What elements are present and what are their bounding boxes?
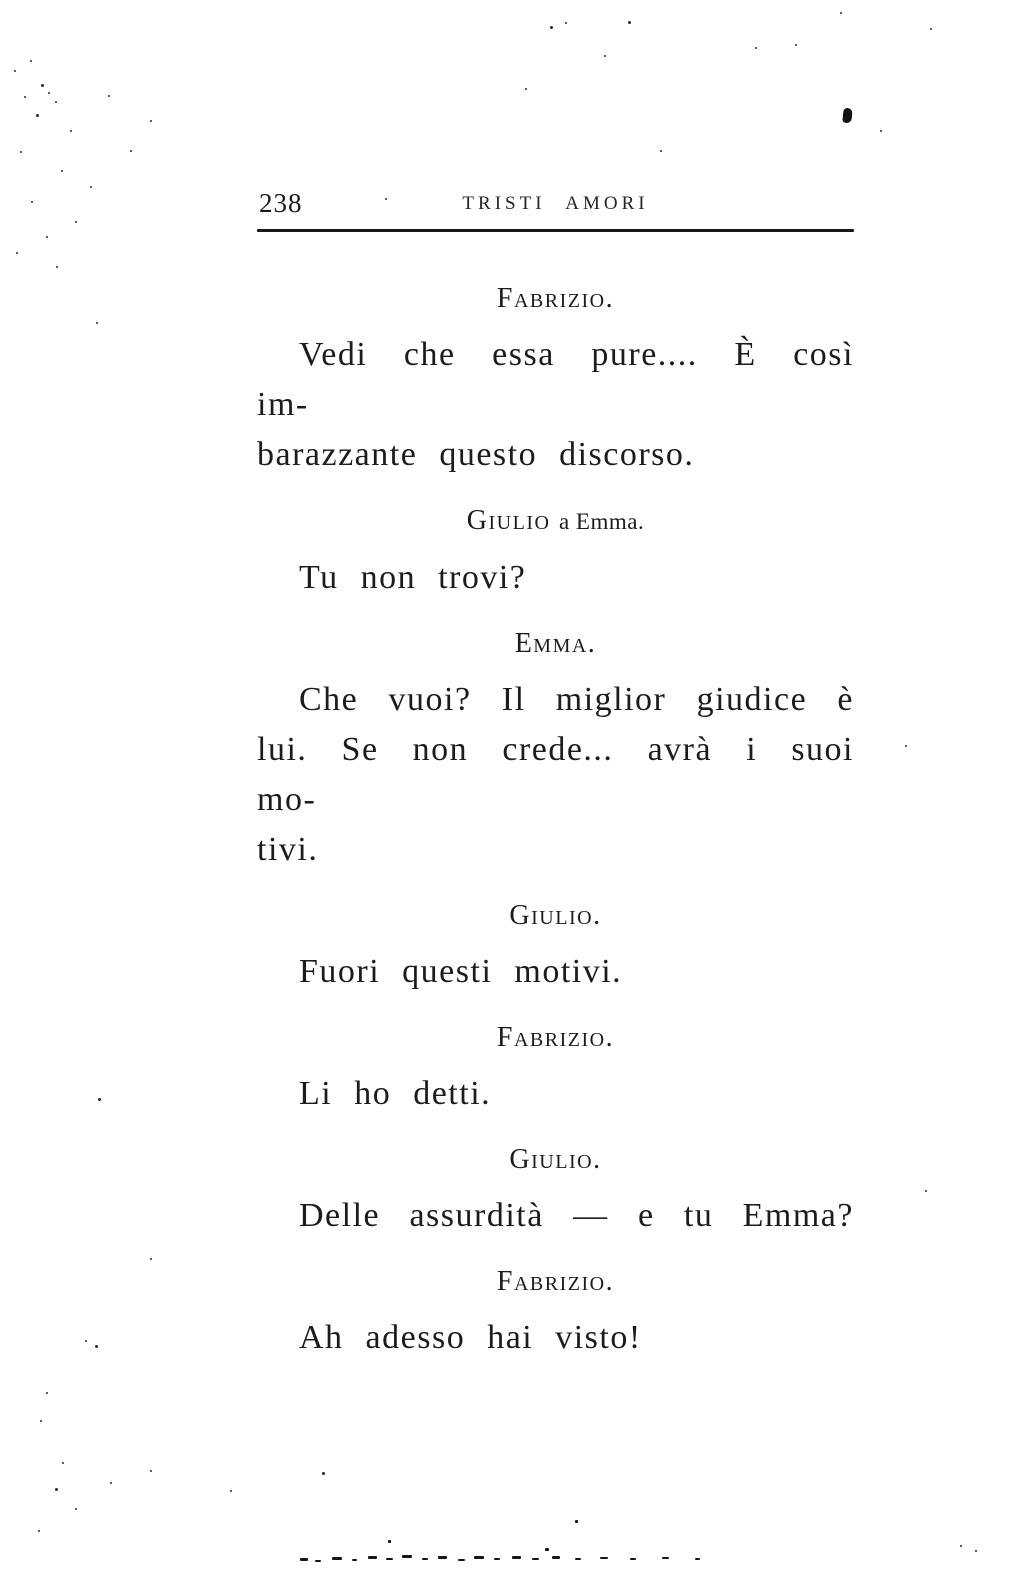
scan-speckle bbox=[525, 88, 527, 90]
scan-speckle bbox=[40, 1420, 42, 1422]
speaker-heading bbox=[257, 901, 854, 931]
scan-noise-dash bbox=[494, 1558, 500, 1560]
scan-noise-dash bbox=[438, 1556, 447, 1559]
speaker-name: Fabrizio. bbox=[496, 1266, 615, 1297]
scan-speckle bbox=[130, 150, 132, 152]
scan-speckle bbox=[975, 1550, 977, 1552]
scan-noise-dash bbox=[315, 1560, 321, 1562]
dialogue-line: Che vuoi? Il miglior giudice è bbox=[299, 681, 854, 718]
scan-speckle bbox=[16, 252, 18, 254]
scan-speckle bbox=[96, 322, 98, 324]
dialogue-line: tivi. bbox=[257, 831, 319, 868]
scan-noise-dash bbox=[600, 1557, 608, 1559]
dialogue-line: barazzante questo discorso. bbox=[257, 436, 695, 473]
scan-noise-dash bbox=[402, 1555, 412, 1558]
scan-speckle bbox=[150, 1470, 152, 1472]
scan-speckle bbox=[55, 101, 57, 103]
scan-speckle bbox=[905, 745, 907, 747]
scan-noise-dash bbox=[332, 1557, 342, 1560]
scan-noise-dash bbox=[575, 1558, 581, 1560]
dialogue-line: Delle assurdità — e tu Emma? bbox=[299, 1197, 854, 1234]
scan-speckle bbox=[56, 266, 58, 268]
scan-speckle bbox=[795, 44, 797, 46]
scan-speckle bbox=[75, 221, 77, 223]
dialogue-paragraph bbox=[257, 675, 854, 875]
scan-speckle bbox=[46, 236, 48, 238]
scan-noise-dash bbox=[422, 1558, 428, 1560]
scan-speckle bbox=[930, 28, 932, 30]
dialogue-paragraph bbox=[257, 1313, 854, 1363]
scan-speckle bbox=[385, 198, 387, 200]
header-rule bbox=[257, 229, 854, 232]
scan-speckle bbox=[230, 1490, 232, 1492]
scan-noise-dash bbox=[386, 1558, 393, 1560]
scan-speckle bbox=[41, 84, 44, 87]
scan-speckle bbox=[98, 1098, 101, 1101]
speaker-name: Emma. bbox=[514, 628, 597, 659]
scan-speckle bbox=[48, 92, 50, 94]
speaker-name: Giulio. bbox=[509, 900, 602, 931]
speaker-heading bbox=[257, 629, 854, 659]
scan-noise-dash bbox=[532, 1558, 539, 1560]
scan-speckle bbox=[85, 1340, 87, 1342]
scan-noise-dash bbox=[552, 1556, 560, 1559]
speaker-name: Giulio bbox=[466, 505, 551, 536]
scan-noise-dash bbox=[352, 1559, 357, 1561]
text-column bbox=[257, 190, 854, 1363]
scan-noise-dash bbox=[545, 1548, 549, 1551]
speaker-name: Fabrizio. bbox=[496, 1022, 615, 1053]
dialogue-paragraph bbox=[257, 330, 854, 480]
dialogue-paragraph bbox=[257, 947, 854, 997]
speaker-heading bbox=[257, 284, 854, 314]
scan-noise-dash bbox=[630, 1558, 636, 1560]
scan-speckle bbox=[95, 1345, 98, 1348]
scan-speckle bbox=[660, 150, 662, 152]
scan-speckle bbox=[150, 1258, 152, 1260]
scan-noise-dash bbox=[695, 1558, 700, 1560]
scan-speckle bbox=[24, 96, 26, 98]
scan-speckle bbox=[108, 95, 110, 97]
scan-speckle bbox=[550, 26, 553, 29]
scan-speckle bbox=[110, 1482, 112, 1484]
scan-speckle bbox=[755, 47, 757, 49]
ink-blot bbox=[842, 108, 853, 124]
scan-speckle bbox=[55, 1488, 58, 1491]
scan-speckle bbox=[90, 186, 92, 188]
scan-speckle bbox=[70, 130, 72, 132]
scan-speckle bbox=[880, 130, 882, 132]
page-number: 238 bbox=[259, 188, 303, 218]
dialogue-line: Li ho detti. bbox=[299, 1075, 492, 1112]
dialogue-paragraph bbox=[257, 1069, 854, 1119]
speaker-heading bbox=[257, 506, 854, 537]
speaker-name: Fabrizio. bbox=[496, 283, 615, 314]
speaker-name: Giulio. bbox=[509, 1144, 602, 1175]
scan-noise-dash bbox=[474, 1556, 484, 1559]
dialogue-line: Fuori questi motivi. bbox=[299, 953, 623, 990]
scan-speckle bbox=[565, 22, 567, 24]
speaker-heading bbox=[257, 1145, 854, 1175]
scan-noise-dash bbox=[300, 1558, 308, 1561]
scan-speckle bbox=[38, 1530, 40, 1532]
dialogue-line: Ah adesso hai visto! bbox=[299, 1319, 642, 1356]
scan-speckle bbox=[604, 55, 606, 57]
scan-speckle bbox=[62, 1462, 64, 1464]
scan-noise-dash bbox=[388, 1540, 391, 1543]
scan-speckle bbox=[61, 170, 63, 172]
speaker-heading bbox=[257, 1023, 854, 1053]
scan-noise-dash bbox=[458, 1559, 465, 1561]
scan-speckle bbox=[31, 201, 33, 203]
scan-speckle bbox=[30, 60, 32, 62]
scan-speckle bbox=[75, 1508, 77, 1510]
scan-noise-dash bbox=[512, 1556, 521, 1559]
scan-speckle bbox=[322, 1472, 325, 1475]
running-title: TRISTI AMORI bbox=[462, 193, 649, 214]
scan-speckle bbox=[46, 1392, 48, 1394]
scan-noise-dash bbox=[575, 1520, 578, 1523]
scan-noise-dash bbox=[662, 1557, 669, 1559]
dialogue-line: Vedi che essa pure.... È così im- bbox=[257, 336, 854, 423]
scan-speckle bbox=[36, 114, 39, 117]
scan-speckle bbox=[14, 70, 16, 72]
scan-speckle bbox=[628, 21, 631, 24]
scan-speckle bbox=[150, 120, 152, 122]
dialogue-paragraph bbox=[257, 553, 854, 603]
scan-noise-dash bbox=[368, 1556, 377, 1559]
page-header bbox=[257, 190, 854, 216]
scan-speckle bbox=[960, 1545, 962, 1547]
stage-direction: a Emma. bbox=[558, 509, 645, 534]
scan-speckle bbox=[925, 1190, 927, 1192]
speaker-heading bbox=[257, 1267, 854, 1297]
scan-speckle bbox=[840, 12, 842, 14]
dialogue-line: Tu non trovi? bbox=[299, 559, 527, 596]
dialogue-line: lui. Se non crede... avrà i suoi mo- bbox=[257, 731, 854, 818]
scan-speckle bbox=[20, 151, 22, 153]
dialogue-paragraph bbox=[257, 1191, 854, 1241]
